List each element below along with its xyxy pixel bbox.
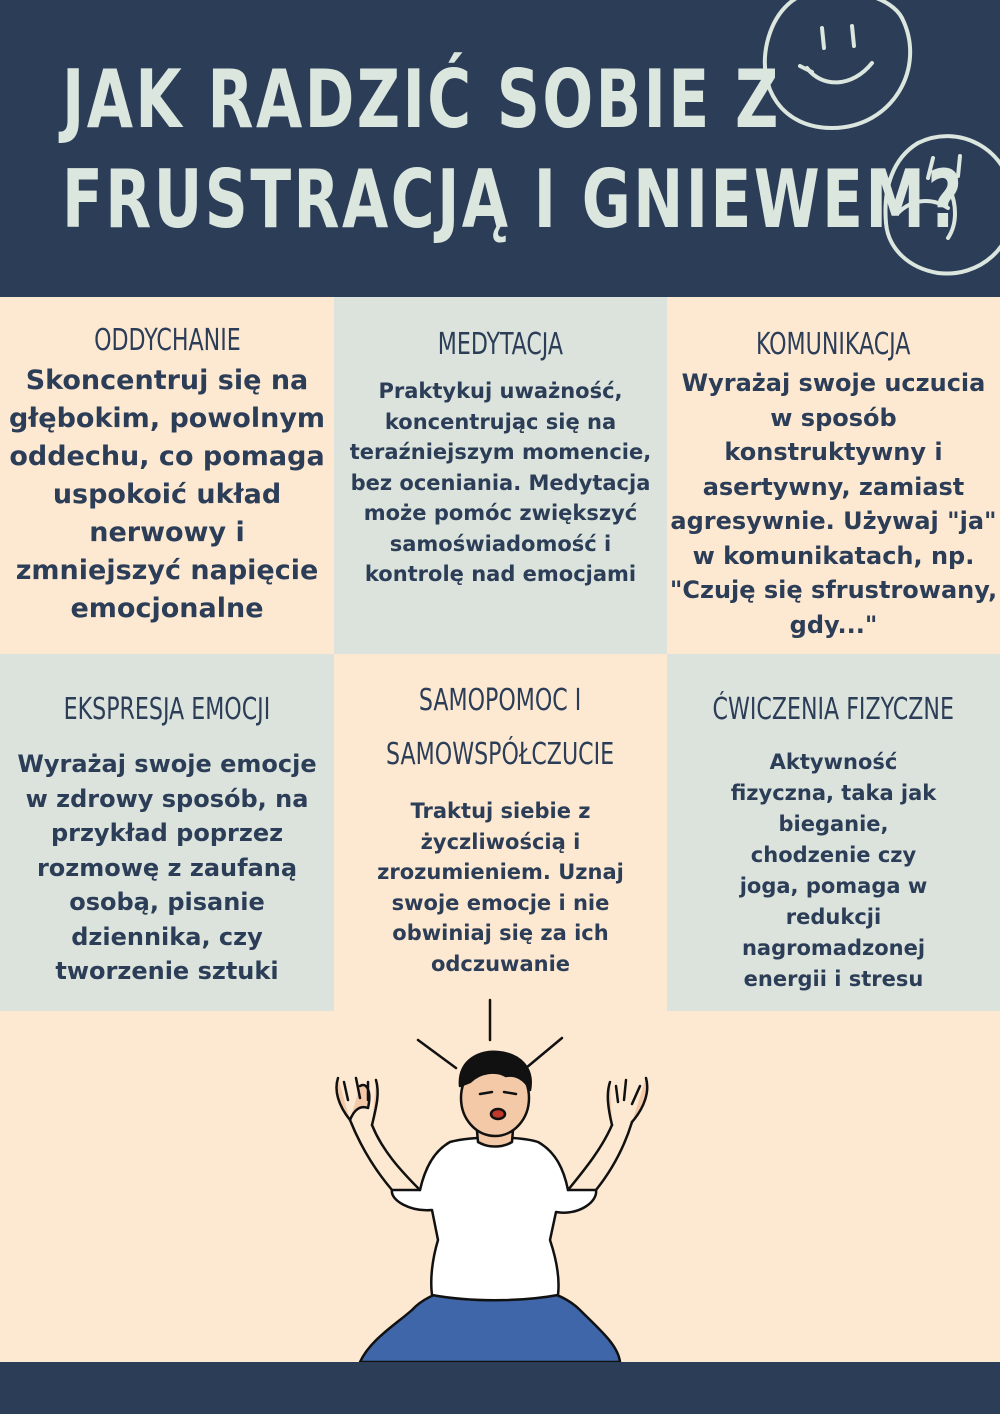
section-heading: EKSPRESJA EMOCJI <box>63 692 271 727</box>
section-emotional-expression <box>0 654 334 1011</box>
section-breathing <box>0 297 334 654</box>
section-physical-exercise <box>667 654 1000 1011</box>
section-self-help <box>334 654 667 1011</box>
header-banner <box>0 0 1000 297</box>
section-heading: ĆWICZENIA FIZYCZNE <box>712 692 955 727</box>
section-body: Wyrażaj swoje emocje w zdrowy sposób, na przykład poprzez rozmowę z zaufaną osobą, pisanie dziennika, czy tworzenie sztuki <box>17 750 317 985</box>
section-heading-line-1: SAMOPOMOC I <box>419 683 582 718</box>
section-heading: ODDYCHANIE <box>93 323 241 358</box>
section-body: Praktykuj uważność, koncentrując się na teraźniejszym momencie, bez oceniania. Medytacja może pomóc zwiększyć samoświadomość i kontrolę nad emocjami <box>349 379 652 586</box>
section-body: Aktywność fizyczna, taka jak bieganie, chodzenie czy joga, pomaga w redukcji nagromadzonej energii i stresu <box>730 750 937 991</box>
section-heading: MEDYTACJA <box>437 327 564 362</box>
section-heading-line-2: SAMOWSPÓŁCZUCIE <box>386 737 615 772</box>
section-body: Traktuj siebie z życzliwością i zrozumieniem. Uznaj swoje emocje i nie obwiniaj się za ich odczuwanie <box>377 799 624 976</box>
frustrated-man-kneeling-illustration <box>320 990 660 1362</box>
title-line-1: JAK RADZIĆ SOBIE Z <box>62 53 781 146</box>
section-body: Skoncentruj się na głębokim, powolnym oddechu, co pomaga uspokoić układ nerwowy i zmniejszyć napięcie emocjonalne <box>8 365 326 624</box>
section-meditation <box>334 297 667 654</box>
title-line-2: FRUSTRACJĄ I GNIEWEM? <box>62 153 965 246</box>
footer-band <box>0 1362 1000 1414</box>
section-communication <box>667 297 1000 654</box>
section-body: Wyrażaj swoje uczucia w sposób konstruktywny i asertywny, zamiast agresywnie. Używaj "ja" w komunikatach, np. "Czuję się sfrustrowany, gdy..." <box>669 369 998 639</box>
sad-face-icon <box>878 128 1000 288</box>
smiling-face-icon <box>752 0 922 138</box>
section-heading: KOMUNIKACJA <box>756 327 911 362</box>
